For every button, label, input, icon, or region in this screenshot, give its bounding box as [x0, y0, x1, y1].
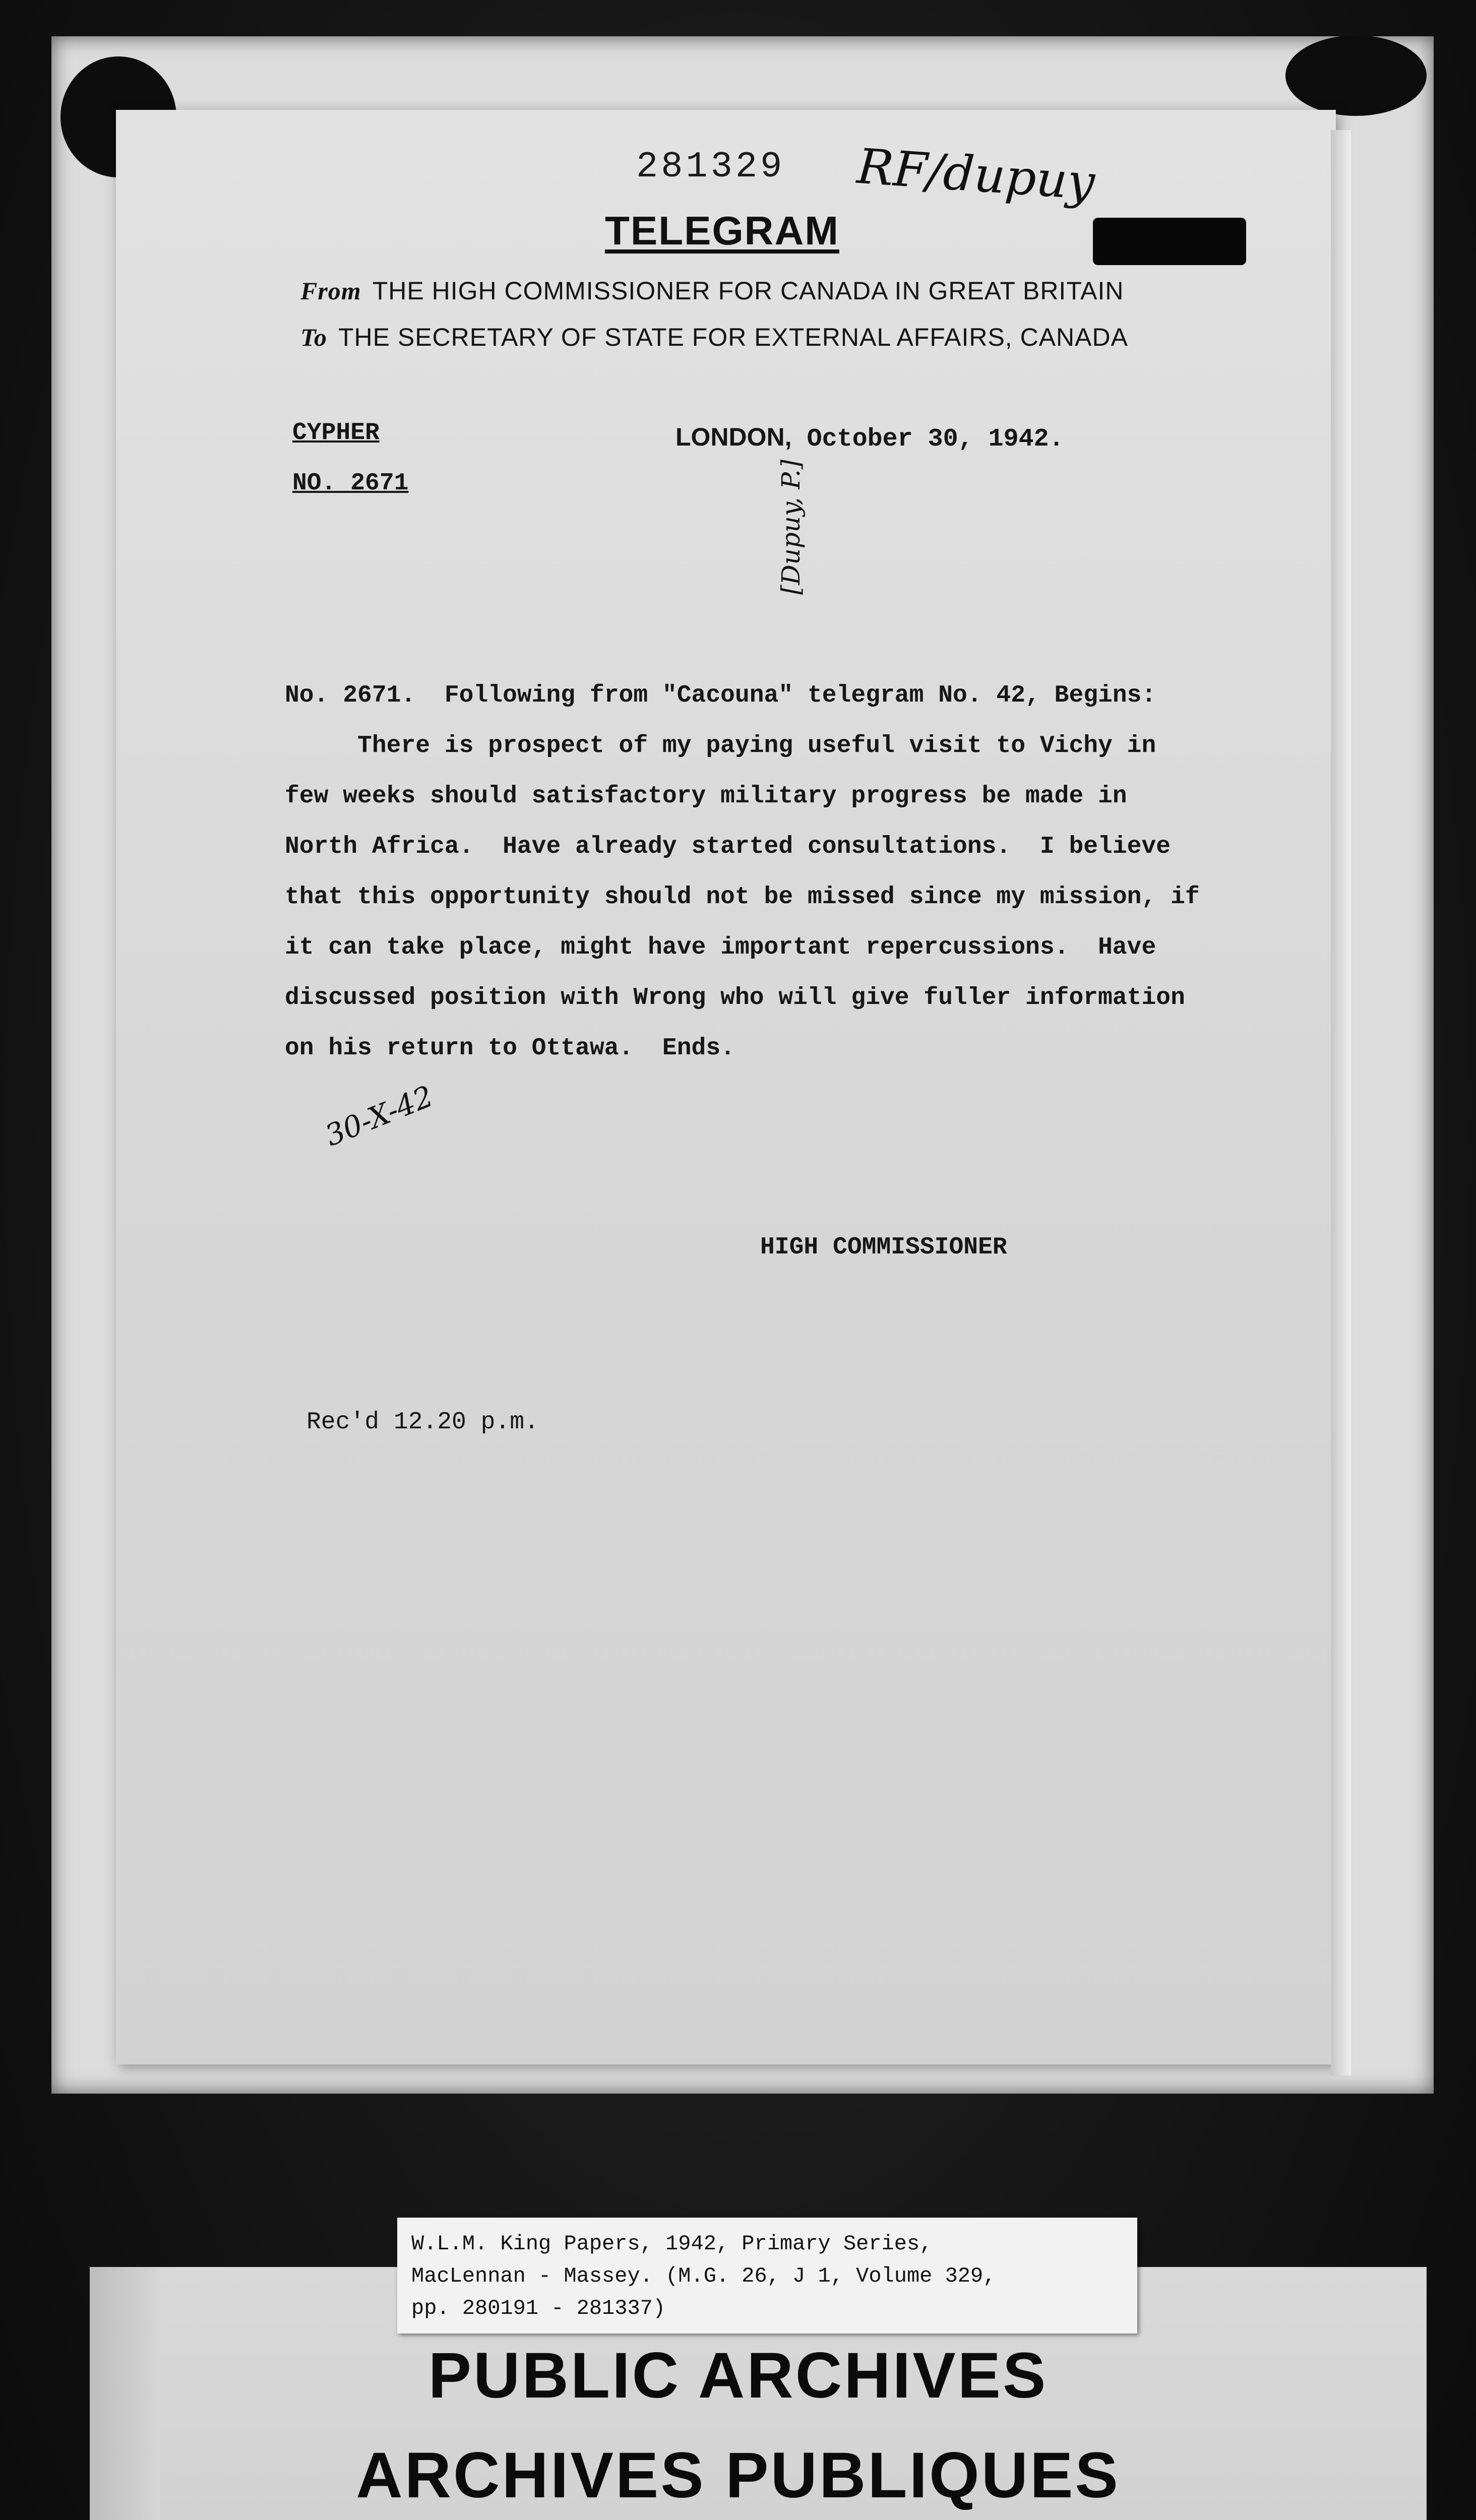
redaction-block	[1093, 218, 1246, 265]
handwritten-initials-date: 30-X-42	[320, 1079, 438, 1153]
body-line: No. 2671. Following from "Cacouna" telegram No. 42, Begins:	[285, 682, 1156, 709]
to-value: THE SECRETARY OF STATE FOR EXTERNAL AFFAIRS, CANADA	[338, 323, 1128, 351]
reference-label	[397, 2218, 1137, 2334]
reference-line-1: W.L.M. King Papers, 1942, Primary Series,	[411, 2232, 933, 2256]
telegram-body	[285, 670, 1298, 1074]
from-line	[300, 276, 1124, 305]
body-line: discussed position with Wrong who will give fuller information	[285, 984, 1185, 1012]
body-line: few weeks should satisfactory military progress be made in	[285, 783, 1127, 810]
telegram-sheet	[116, 110, 1336, 2064]
from-value: THE HIGH COMMISSIONER FOR CANADA IN GREAT BRITAIN	[372, 277, 1124, 305]
handwritten-margin-note: [Dupuy, P.]	[776, 459, 806, 595]
body-line: it can take place, might have important repercussions. Have	[285, 934, 1156, 961]
body-line: that this opportunity should not be missed since my mission, if	[285, 884, 1200, 911]
dateline	[675, 422, 1064, 454]
body-line: on his return to Ottawa. Ends.	[285, 1035, 735, 1062]
body-line: There is prospect of my paying useful visit to Vichy in	[285, 732, 1156, 760]
document-number: 281329	[636, 146, 785, 187]
dateline-place: LONDON,	[675, 423, 792, 451]
archives-title-fr: ARCHIVES PUBLIQUES	[356, 2439, 1120, 2511]
body-line: North Africa. Have already started consultations. I believe	[285, 833, 1171, 860]
received-time: Rec'd 12.20 p.m.	[306, 1409, 539, 1436]
signature-line: HIGH COMMISSIONER	[760, 1234, 1007, 1261]
to-line	[300, 323, 1128, 352]
from-label: From	[300, 277, 361, 305]
dateline-date: October 30, 1942.	[807, 425, 1064, 454]
cypher-label: CYPHER	[292, 419, 380, 447]
telegram-title: TELEGRAM	[605, 208, 839, 253]
cypher-number: NO. 2671	[292, 470, 409, 497]
binder-clip-right	[1285, 35, 1427, 116]
reference-line-3: pp. 280191 - 281337)	[411, 2296, 666, 2320]
to-label: To	[300, 323, 327, 351]
archives-title-en: PUBLIC ARCHIVES	[428, 2340, 1048, 2412]
reference-line-2: MacLennan - Massey. (M.G. 26, J 1, Volume 329,	[411, 2264, 996, 2288]
handwritten-file-note: RF/dupuy	[855, 138, 1097, 211]
